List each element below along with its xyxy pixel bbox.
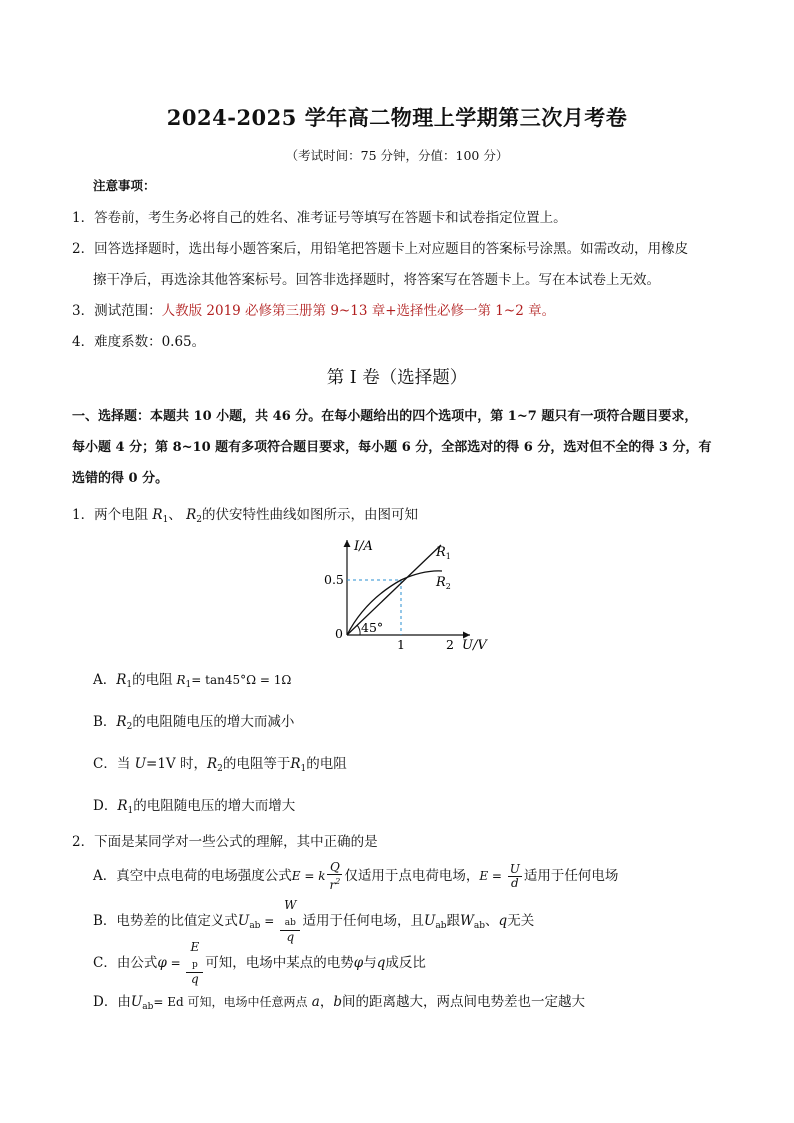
q2-option-b-text2: 适用于任何电场，且 bbox=[302, 913, 424, 929]
q1-option-d[interactable]: D．$R_1$的电阻随电压的增大而增大 bbox=[93, 798, 296, 816]
question-1-stem: 1．两个电阻 $R_1$、 $R_2$的伏安特性曲线如图所示，由图可知 bbox=[72, 507, 418, 525]
q2-option-d-text2: = Ed 可知，电场中任意两点 bbox=[153, 995, 308, 1009]
angle-arc bbox=[357, 625, 360, 635]
q1-option-c-label: C．当 bbox=[93, 756, 131, 772]
section-title: 第 I 卷（选择题） bbox=[326, 368, 468, 388]
note-3-prefix: 3．测试范围： bbox=[72, 303, 162, 319]
section-intro-1: 一、选择题：本题共 10 小题，共 46 分。在每小题给出的四个选项中，第 1~7 题只有一项符合题目要求， bbox=[72, 409, 698, 424]
q1-option-a-formula: = tan45°Ω = 1Ω bbox=[191, 673, 292, 687]
note-2-line1: 2．回答选择题时，选出每小题答案后，用铅笔把答题卡上对应题目的答案标号涂黑。如需改动，用橡皮 bbox=[72, 241, 689, 257]
q1-option-c[interactable]: C．当 U=1V 时，$R_2$的电阻等于$R_1$的电阻 bbox=[93, 756, 347, 774]
q1-option-c-text2: 的电阻等于 bbox=[222, 756, 291, 772]
q1-option-c-text1: =1V 时， bbox=[146, 756, 207, 772]
q1-option-a-label: A． bbox=[93, 672, 117, 688]
q2-option-d-text1: D．由 bbox=[93, 994, 131, 1010]
q2-option-c[interactable]: C．由公式φ = E $_p$ q 可知，电场中某点的电势φ与q成反比 bbox=[93, 940, 426, 986]
q2-option-b[interactable]: B．电势差的比值定义式$U_{ab}$ = W $_{ab}$ q 适用于任何电场，且$U_{ab}$跟$W_{ab}$、q无关 bbox=[93, 898, 535, 944]
q2-option-a-text3: 适用于任何电场 bbox=[523, 868, 619, 884]
question-2-stem: 2．下面是某同学对一些公式的理解，其中正确的是 bbox=[72, 834, 378, 850]
q1-stem-a: 1．两个电阻 bbox=[72, 507, 149, 523]
y-axis-label: I/A bbox=[354, 539, 373, 554]
q1-option-b-label: B． bbox=[93, 714, 117, 730]
potential-fraction: E $_p$ q bbox=[186, 941, 203, 986]
q2-option-c-text2: 可知，电场中某点的电势 bbox=[205, 955, 354, 971]
potential-difference-fraction: W $_{ab}$ q bbox=[280, 899, 300, 944]
q2-option-d-text4: 间的距离越大，两点间电势差也一定越大 bbox=[342, 994, 585, 1010]
note-3 bbox=[72, 299, 555, 319]
note-1: 1．答卷前，考生务必将自己的姓名、准考证号等填写在答题卡和试卷指定位置上。 bbox=[72, 210, 567, 226]
q2-option-c-text4: 成反比 bbox=[385, 955, 426, 971]
q1-stem-b: 的伏安特性曲线如图所示，由图可知 bbox=[202, 507, 418, 523]
page-title: 2024-2025 学年高二物理上学期第三次月考卷 bbox=[166, 105, 628, 130]
x-tick-2: 2 bbox=[446, 637, 454, 652]
q1-option-b-text: 的电阻随电压的增大而减小 bbox=[132, 714, 295, 730]
note-3-scope: 人教版 2019 必修第三册第 9~13 章+选择性必修一第 1~2 章。 bbox=[161, 303, 556, 319]
angle-label: 45° bbox=[361, 620, 384, 635]
note-2-line2: 擦干净后，再选涂其他答案标号。回答非选择题时，将答案写在答题卡上。写在本试卷上无效。 bbox=[93, 272, 660, 288]
iv-characteristic-figure bbox=[320, 528, 500, 658]
section-intro-2: 每小题 4 分；第 8~10 题有多项符合题目要求，每小题 6 分，全部选对的得 6 分，选对但不全的得 3 分，有 bbox=[72, 440, 712, 455]
uniform-field-fraction: $\frac{U}{d}$ bbox=[509, 862, 520, 890]
q2-option-d-text3: ， bbox=[319, 994, 334, 1010]
q2-option-a-text2: 仅适用于点电荷电场， bbox=[344, 868, 480, 884]
q2-option-b-text4: 、 bbox=[485, 913, 499, 929]
q1-option-b[interactable]: B．$R_2$的电阻随电压的增大而减小 bbox=[93, 714, 295, 732]
q1-option-c-text3: 的电阻 bbox=[306, 756, 347, 772]
q1-option-d-text: 的电阻随电压的增大而增大 bbox=[133, 798, 296, 814]
x-axis-label: U/V bbox=[462, 638, 487, 653]
y-tick-label: 0.5 bbox=[324, 572, 344, 587]
x-tick-1: 1 bbox=[397, 637, 405, 652]
q2-option-c-text3: 与 bbox=[363, 955, 377, 971]
origin-label: 0 bbox=[335, 626, 343, 641]
q2-option-b-text5: 无关 bbox=[507, 913, 535, 929]
note-4: 4．难度系数：0.65。 bbox=[72, 334, 206, 350]
q2-option-b-text3: 跟 bbox=[446, 913, 461, 929]
q2-option-a-text1: A．真空中点电荷的电场强度公式 bbox=[93, 868, 292, 884]
q2-option-c-text1: C．由公式 bbox=[93, 955, 158, 971]
q2-option-d[interactable]: D．由$U_{ab}= Ed$ 可知，电场中任意两点 a，b间的距离越大，两点间电势差也一定越大 bbox=[93, 994, 585, 1012]
q2-option-a[interactable]: A．真空中点电荷的电场强度公式E = k $\frac{Q}{r^2}$ 仅适用于点电荷电场，E = $\frac{U}{d}$ 适用于任何电场 bbox=[93, 860, 619, 892]
curve-r1-label: $R_1$ bbox=[436, 545, 451, 561]
q1-option-d-label: D． bbox=[93, 798, 118, 814]
curve-r2-label: $R_2$ bbox=[436, 575, 451, 591]
q1-option-a-text: 的电阻 bbox=[132, 672, 173, 688]
q2-option-b-text1: B．电势差的比值定义式 bbox=[93, 913, 238, 929]
notes-heading: 注意事项： bbox=[93, 178, 156, 193]
q1-option-a[interactable]: A．$R_1$的电阻 $R_1= \tan 45^\circ\Omega = 1\Omega$ bbox=[93, 672, 292, 690]
exam-info: （考试时间：75 分钟，分值：100 分） bbox=[285, 148, 509, 163]
coulomb-fraction: $\frac{Q}{r^2}$ bbox=[329, 860, 341, 892]
section-intro-3: 选错的得 0 分。 bbox=[72, 471, 169, 486]
